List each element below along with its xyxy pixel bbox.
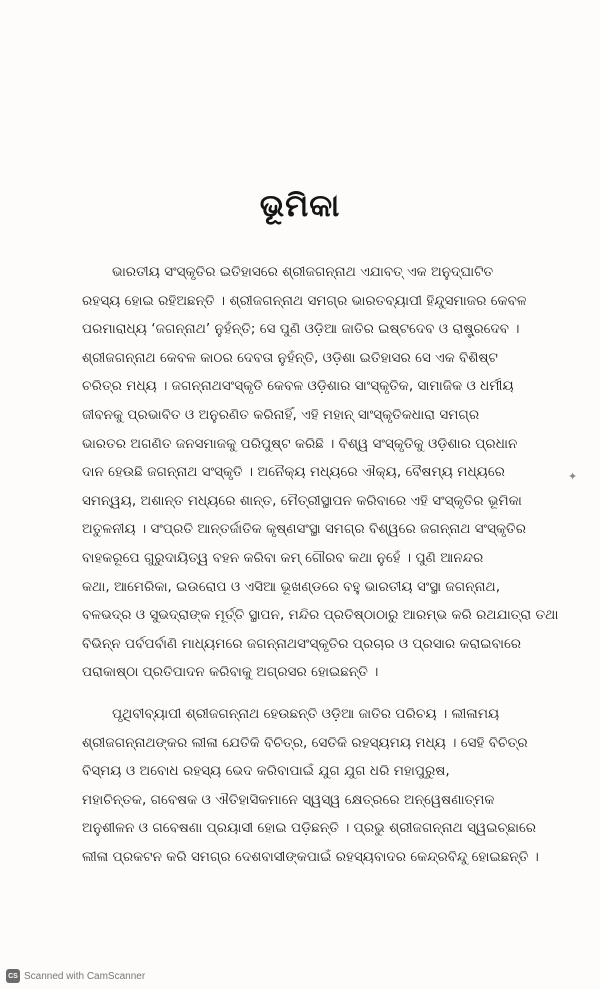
text-line: ଭାରତର ଅଗଣିତ ଜନସମାଜକୁ ପରିପୁଷ୍ଟ କରିଛି । ବିଶ୍ୱ ସଂସ୍କୃତିକୁ ଓଡ଼ିଶାର ପ୍ରଧାନ	[82, 435, 518, 452]
text-line: ପରମାରାଧ୍ୟ ‘ଜଗନ୍ନାଥ’ ନୁହଁନ୍ତି; ସେ ପୁଣି ଓଡ଼ିଆ ଜାତିର ଇଷ୍ଟଦେବ ଓ ରାଷ୍ଟ୍ରଦେବ ।	[82, 321, 520, 338]
text-line: ପୃଥିବୀବ୍ୟାପୀ ଶ୍ରୀଜଗନ୍ନାଥ ହେଉଛନ୍ତି ଓଡ଼ିଆ ଜାତିର ପରିଚୟ । ଲୀଳାମୟ	[112, 706, 500, 722]
paragraph-2	[82, 700, 560, 872]
text-line: ରହସ୍ୟ ହୋଇ ରହିଅଛନ୍ତି । ଶ୍ରୀଜଗନ୍ନାଥ ସମଗ୍ର ଭାରତବ୍ୟାପୀ ହିନ୍ଦୁସମାଜର କେବଳ	[82, 292, 527, 309]
watermark-text: Scanned with CamScanner	[24, 970, 146, 982]
text-line: ବଳଭଦ୍ର ଓ ସୁଭଦ୍ରାଙ୍କ ମୂର୍ତ୍ତି ସ୍ଥାପନ, ମନ୍ଦିର ପ୍ରତିଷ୍ଠାଠାରୁ ଆରମ୍ଭ କରି ରଥଯାତ୍ରା ତଥା	[82, 607, 559, 624]
page-heading: ଭୂମିକା	[259, 188, 341, 224]
text-line: ଶ୍ରୀଜଗନ୍ନାଥଙ୍କର ଲୀଳା ଯେତିକି ବିଚିତ୍ର, ସେତିକି ରହସ୍ୟମୟ ମଧ୍ୟ । ସେହି ବିଚିତ୍ର	[82, 734, 528, 751]
text-line: ଅନୁଶୀଳନ ଓ ଗବେଷଣା ପ୍ରୟାସୀ ହୋଇ ପଡ଼ିଛନ୍ତି । ପ୍ରଭୁ ଶ୍ରୀଜଗନ୍ନାଥ ସ୍ୱଇଚ୍ଛାରେ	[82, 820, 537, 837]
paragraph-1	[82, 258, 560, 687]
text-line: ଚରିତ୍ର ମଧ୍ୟ । ଜଗନ୍ନାଥସଂସ୍କୃତି କେବଳ ଓଡ଼ିଶାର ସାଂସ୍କୃତିକ, ସାମାଜିକ ଓ ଧର୍ମୀୟ	[82, 378, 514, 395]
scan-speck-icon: ✦	[568, 470, 578, 483]
text-line: ଭାରତୀୟ ସଂସ୍କୃତିର ଇତିହାସରେ ଶ୍ରୀଜଗନ୍ନାଥ ଏଯାବତ୍ ଏକ ଅନୁଦ୍‌ଘାଟିତ	[112, 264, 494, 280]
text-line: ଜୀବନକୁ ପ୍ରଭାବିତ ଓ ଅନୁରଣିତ କରିନାହିଁ, ଏହି ମହାନ୍ ସାଂସ୍କୃତିକଧାରା ସମଗ୍ର	[82, 406, 480, 423]
text-line: ଶ୍ରୀଜଗନ୍ନାଥ କେବଳ କାଠର ଦେବତା ନୁହଁନ୍ତି, ଓଡ଼ିଶା ଇତିହାସର ସେ ଏକ ବିଶିଷ୍ଟ	[82, 349, 498, 366]
text-line: ବାହକରୂପେ ଗୁରୁଦାୟିତ୍ୱ ବହନ କରିବା କମ୍ ଗୌରବ କଥା ନୁହେଁ । ପୁଣି ଆନନ୍ଦର	[82, 549, 484, 566]
text-line: ବିସ୍ମୟ ଓ ଅବୋଧ ରହସ୍ୟ ଭେଦ କରିବାପାଇଁ ଯୁଗ ଯୁଗ ଧରି ମହାପୁରୁଷ,	[82, 763, 450, 780]
text-line: ଲୀଳା ପ୍ରକଟନ କରି ସମଗ୍ର ଦେଶବାସୀଙ୍କପାଇଁ ରହସ୍ୟବାଦର କେନ୍ଦ୍ରବିନ୍ଦୁ ହୋଇଛନ୍ତି ।	[82, 848, 539, 865]
scanner-watermark	[6, 968, 145, 984]
text-line: ବିଭିନ୍ନ ପର୍ବପର୍ବାଣି ମାଧ୍ୟମରେ ଜଗନ୍ନାଥସଂସ୍କୃତିର ପ୍ରଚାର ଓ ପ୍ରସାର କରାଇବାରେ	[82, 635, 522, 652]
text-line: ମହାଚିନ୍ତକ, ଗବେଷକ ଓ ଐତିହାସିକମାନେ ସ୍ୱସ୍ୱ କ୍ଷେତ୍ରରେ ଅନ୍ୱେଷଣାତ୍ମକ	[82, 791, 495, 808]
text-line: କଥା, ଆମେରିକା, ଇଉରୋପ ଓ ଏସିଆ ଭୂଖଣ୍ଡରେ ବହୁ ଭାରତୀୟ ସଂସ୍ଥା ଜଗନ୍ନାଥ,	[82, 578, 501, 595]
text-line: ପରାକାଷ୍ଠା ପ୍ରତିପାଦନ କରିବାକୁ ଅଗ୍ରସର ହୋଇଛନ୍ତି ।	[82, 664, 379, 681]
camscanner-logo-icon: CS	[6, 969, 20, 983]
text-line: ଦାନ ହେଉଛି ଜଗନ୍ନାଥ ସଂସ୍କୃତି । ଅନୈକ୍ୟ ମଧ୍ୟରେ ଐକ୍ୟ, ବୈଷମ୍ୟ ମଧ୍ୟରେ	[82, 464, 505, 481]
text-line: ସମନ୍ୱୟ, ଅଶାନ୍ତ ମଧ୍ୟରେ ଶାନ୍ତ, ମୈତ୍ରୀସ୍ଥାପନ କରିବାରେ ଏହି ସଂସ୍କୃତିର ଭୂମିକା	[82, 492, 522, 509]
text-line: ଅତୁଳନୀୟ । ସଂପ୍ରତି ଆନ୍ତର୍ଜାତିକ କୃଷ୍ଣସଂସ୍ଥା ସମଗ୍ର ବିଶ୍ୱରେ ଜଗନ୍ନାଥ ସଂସ୍କୃତିର	[82, 521, 526, 538]
